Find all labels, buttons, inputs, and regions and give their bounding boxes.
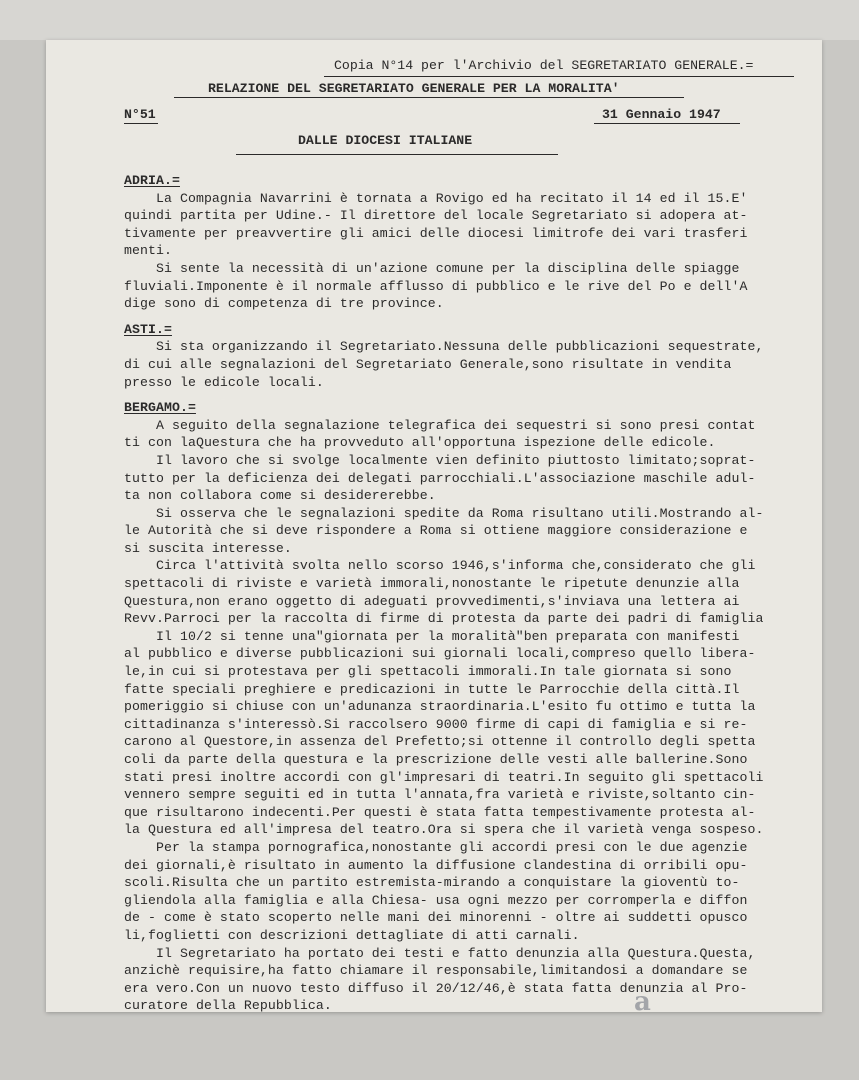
text-line: dige sono di competenza di tre province. — [124, 296, 444, 312]
text-line: Circa l'attività svolta nello scorso 1946,s'informa che,considerato che gli — [124, 558, 756, 574]
text-line: carono al Questore,in assenza del Prefetto;si ottenne il controllo degli spetta — [124, 734, 756, 750]
text-line: presso le edicole locali. — [124, 374, 324, 390]
text-line: ti con laQuestura che ha provveduto all'opportuna ispezione delle edicole. — [124, 435, 716, 451]
typewritten-page — [46, 40, 822, 1012]
report-body — [124, 172, 822, 1012]
section-title-underline — [236, 154, 558, 155]
text-line: menti. — [124, 243, 172, 259]
text-line: Il 10/2 si tenne una"giornata per la moralità"ben preparata con manifesti — [124, 628, 740, 644]
text-line: tivamente per preavvertire gli amici delle diocesi limitrofe dei vari trasferi — [124, 225, 748, 241]
text-line: scoli.Risulta che un partito estremista-mirando a conquistare la gioventù to- — [124, 875, 740, 891]
text-line: le Autorità che si deve rispondere a Roma si ottiene maggiore considerazione e — [124, 523, 748, 539]
text-line: le,in cui si protestava per gli spettacoli immorali.In tale giornata si sono — [124, 664, 732, 680]
section-heading: BERGAMO.= — [124, 400, 196, 416]
text-line: di cui alle segnalazioni del Segretariato Generale,sono risultate in vendita — [124, 356, 732, 372]
text-line: fatte speciali preghiere e predicazioni in tutte le Parrocchie della città.Il — [124, 681, 740, 697]
text-line: al pubblico e diverse pubblicazioni sui giornali locali,compreso quello libera- — [124, 646, 756, 662]
text-line: stati presi inoltre accordi con gl'impresari di teatri.In seguito gli spettacoli — [124, 769, 764, 785]
text-line: Revv.Parroci per la raccolta di firme di protesta da parte dei padri di famiglia — [124, 611, 764, 627]
archive-logo: a — [634, 987, 651, 1012]
text-line: La Compagnia Navarrini è tornata a Rovigo ed ha recitato il 14 ed il 15.E' — [124, 190, 748, 206]
text-line: A seguito della segnalazione telegrafica dei sequestri si sono presi contat — [124, 417, 756, 433]
text-line: Il lavoro che si svolge localmente vien definito piuttosto limitato;soprat- — [124, 452, 756, 468]
text-line: dei giornali,è risultato in aumento la diffusione clandestina di orribili opu- — [124, 857, 748, 873]
text-line: ta non collabora come si desidererebbe. — [124, 488, 436, 504]
document-date: 31 Gennaio 1947 — [602, 107, 721, 122]
document-number: N°51 — [124, 107, 156, 122]
text-line: Questura,non erano oggetto di adeguati provvedimenti,s'inviava una lettera ai — [124, 593, 740, 609]
text-line: si suscita interesse. — [124, 540, 292, 556]
background-top — [0, 0, 859, 40]
report-title-underline — [174, 97, 684, 98]
section-gap — [124, 391, 822, 399]
section-heading: ADRIA.= — [124, 173, 180, 188]
text-line: pomeriggio si chiuse con un'adunanza straordinaria.L'esito fu ottimo e tutta la — [124, 699, 756, 715]
text-line: quindi partita per Udine.- Il direttore del locale Segretariato si adopera at- — [124, 208, 748, 224]
text-line: Il Segretariato ha portato dei testi e fatto denunzia alla Questura.Questa, — [124, 945, 756, 961]
text-line: era vero.Con un nuovo testo diffuso il 20/12/46,è stata fatta denunzia al Pro- — [124, 980, 748, 996]
archive-watermark — [634, 987, 814, 1012]
text-line: Per la stampa pornografica,nonostante gli accordi presi con le due agenzie — [124, 839, 748, 855]
text-line: Si sta organizzando il Segretariato.Nessuna delle pubblicazioni sequestrate, — [124, 339, 764, 355]
text-line: tutto per la deficienza dei delegati parrocchiali.L'associazione maschile adul- — [124, 470, 756, 486]
copy-note: Copia N°14 per l'Archivio del SEGRETARIATO GENERALE.= — [334, 58, 754, 73]
text-line: de - come è stato scoperto nelle mani dei minorenni - oltre ai suddetti opusco — [124, 910, 748, 926]
text-line: coli da parte della questura e la prescrizione delle vesti alle ballerine.Sono — [124, 752, 748, 767]
text-line: la Questura ed all'impresa del teatro.Ora si spera che il varietà venga sospeso. — [124, 822, 764, 838]
section-gap — [124, 313, 822, 321]
text-line: Si osserva che le segnalazioni spedite da Roma risultano utili.Mostrando al- — [124, 505, 764, 521]
text-line: li,foglietti con descrizioni dettagliate di atti carnali. — [124, 927, 580, 943]
text-line: Si sente la necessità di un'azione comune per la disciplina delle spiagge — [124, 260, 740, 276]
text-line: cittadinanza s'interessò.Si raccolsero 9000 firme di capi di famiglia e si re- — [124, 716, 748, 732]
document-date-underline — [594, 123, 740, 124]
text-line: anzichè requisire,ha fatto chiamare il responsabile,limitandosi a domandare se — [124, 963, 748, 979]
section-title: DALLE DIOCESI ITALIANE — [298, 133, 473, 148]
text-line: curatore della Repubblica. — [124, 998, 332, 1012]
text-line: vennero sempre seguiti ed in tutta l'annata,fra varietà e riviste,soltanto cin- — [124, 787, 756, 803]
text-line: que risultarono indecenti.Per questi è stata fatta tempestivamente protesta al- — [124, 804, 756, 820]
text-line: gliendola alla famiglia e alla Chiesa- usa ogni mezzo per corromperla e diffon — [124, 892, 748, 908]
text-line: fluviali.Imponente è il normale afflusso di pubblico e le rive del Po e dell'A — [124, 278, 748, 294]
report-title: RELAZIONE DEL SEGRETARIATO GENERALE PER LA MORALITA' — [208, 81, 620, 96]
section-heading: ASTI.= — [124, 321, 172, 337]
copy-note-underline — [324, 76, 794, 77]
archive-name — [672, 996, 812, 1012]
document-number-underline — [124, 123, 158, 124]
text-line: spettacoli di riviste e varietà immorali,nonostante le ripetute denunzie alla — [124, 576, 740, 592]
